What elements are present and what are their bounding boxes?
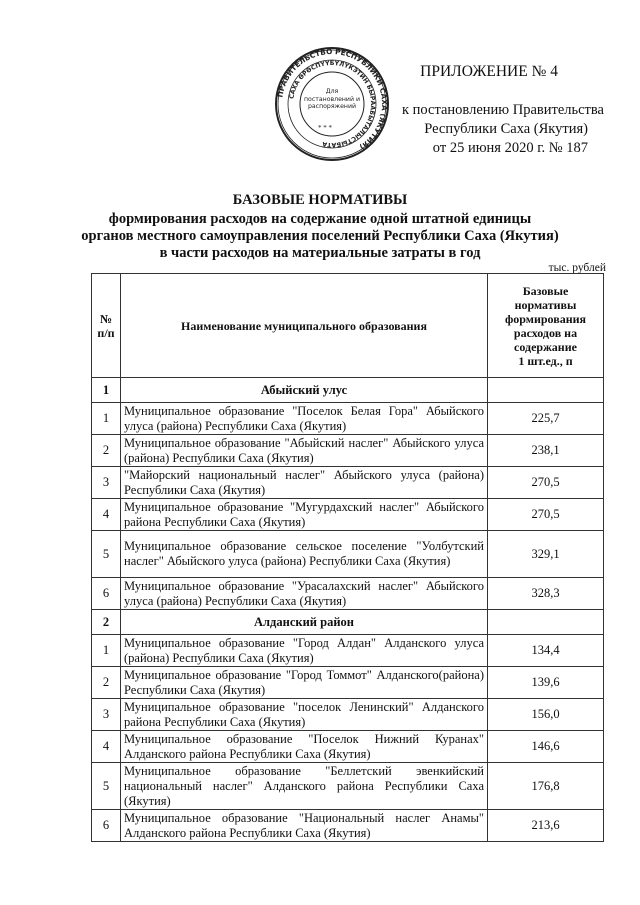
municipality-name: Муниципальное образование "поселок Ленинский" Алданского района Республики Саха (Якутия) [121,699,488,731]
seal-inner-text: САХА ӨРӨСПҮҮБҮЛҮКЭТИН БЫРААБЫТАЛЫСТЫБАТА [288,59,377,149]
row-number: 2 [92,667,121,699]
header-norm: Базовые нормативы формирования расходов на содержание 1 шт.ед., п [488,274,604,378]
section-number: 1 [92,378,121,403]
seal-center-text: Для постановлений и распоряжений [304,88,360,110]
section-name: Абыйский улус [121,378,488,403]
row-number: 6 [92,810,121,842]
norm-value: 328,3 [488,578,604,610]
municipality-name: Муниципальное образование "Город Томмот" Алданского(района) Республики Саха (Якутия) [121,667,488,699]
municipality-name: Муниципальное образование "Абыйский наслег" Абыйского улуса (района) Республики Саха (Якутия) [121,435,488,467]
document-subtitle-1: формирования расходов на содержание одной штатной единицы [108,211,532,227]
table-row [92,435,604,467]
municipality-name: Муниципальное образование "Беллетский эвенкийский национальный наслег" Алданского района Республики Саха (Якутия) [121,763,488,810]
table-row [92,467,604,499]
municipality-name: Муниципальное образование "Поселок Нижний Куранах" Алданского района Республики Саха (Якутия) [121,731,488,763]
table-row [92,667,604,699]
norm-value: 134,4 [488,635,604,667]
row-number: 5 [92,531,121,578]
norm-value: 156,0 [488,699,604,731]
table-row [92,578,604,610]
municipality-name: Муниципальное образование "Мугурдахский наслег" Абыйского района Республики Саха (Якутия) [121,499,488,531]
row-number: 4 [92,499,121,531]
norm-value: 139,6 [488,667,604,699]
row-number: 3 [92,467,121,499]
norm-value: 329,1 [488,531,604,578]
document-title: БАЗОВЫЕ НОРМАТИВЫ [232,192,408,208]
unit-label: тыс. рублей [548,262,606,274]
municipality-name: "Майорский национальный наслег" Абыйского улуса (района) Республики Саха (Якутия) [121,467,488,499]
table-row [92,810,604,842]
svg-text:* * *: * * * [318,124,332,132]
municipality-name: Муниципальное образование сельское поселение "Уолбутский наслег" Абыйского улуса (района) Республики Саха (Якутия) [121,531,488,578]
appendix-government-line: Республики Саха (Якутия) [424,121,588,137]
municipality-name: Муниципальное образование "Национальный наслег Анамы" Алданского района Республики Саха (Якутия) [121,810,488,842]
appendix-number: ПРИЛОЖЕНИЕ № 4 [420,63,558,80]
norm-value: 213,6 [488,810,604,842]
norm-value: 176,8 [488,763,604,810]
row-number: 1 [92,403,121,435]
row-number: 5 [92,763,121,810]
document-subtitle-3: в части расходов на материальные затраты в год [159,245,481,261]
norm-value: 146,6 [488,731,604,763]
table-header-row [92,274,604,378]
section-name: Алданский район [121,610,488,635]
row-number: 3 [92,699,121,731]
section-row [92,378,604,403]
table-row [92,531,604,578]
row-number: 2 [92,435,121,467]
row-number: 1 [92,635,121,667]
norms-table [91,273,604,842]
appendix-decree-line: к постановлению Правительства [402,102,604,118]
document-subtitle-2: органов местного самоуправления поселений Республики Саха (Якутия) [81,228,559,244]
norm-value: 270,5 [488,499,604,531]
norm-value: 270,5 [488,467,604,499]
row-number: 4 [92,731,121,763]
table-row [92,763,604,810]
table-row [92,499,604,531]
municipality-name: Муниципальное образование "Урасалахский наслег" Абыйского улуса (района) Республики Саха (Якутия) [121,578,488,610]
table-row [92,635,604,667]
header-name: Наименование муниципального образования [121,274,488,378]
seal-outer-text: ПРАВИТЕЛЬСТВО РЕСПУБЛИКИ САХА (ЯКУТИЯ) [275,46,390,152]
municipality-name: Муниципальное образование "Город Алдан" Алданского улуса (района) Республики Саха (Якутия) [121,635,488,667]
table-row [92,699,604,731]
municipality-name: Муниципальное образование "Поселок Белая Гора" Абыйского улуса (района) Республики Саха (Якутия) [121,403,488,435]
norm-value: 225,7 [488,403,604,435]
table-row [92,403,604,435]
official-seal [274,46,390,162]
row-number: 6 [92,578,121,610]
header-number: № п/п [92,274,121,378]
section-row [92,610,604,635]
section-number: 2 [92,610,121,635]
appendix-date-line: от 25 июня 2020 г. № 187 [432,140,588,156]
table-row [92,731,604,763]
norm-value: 238,1 [488,435,604,467]
